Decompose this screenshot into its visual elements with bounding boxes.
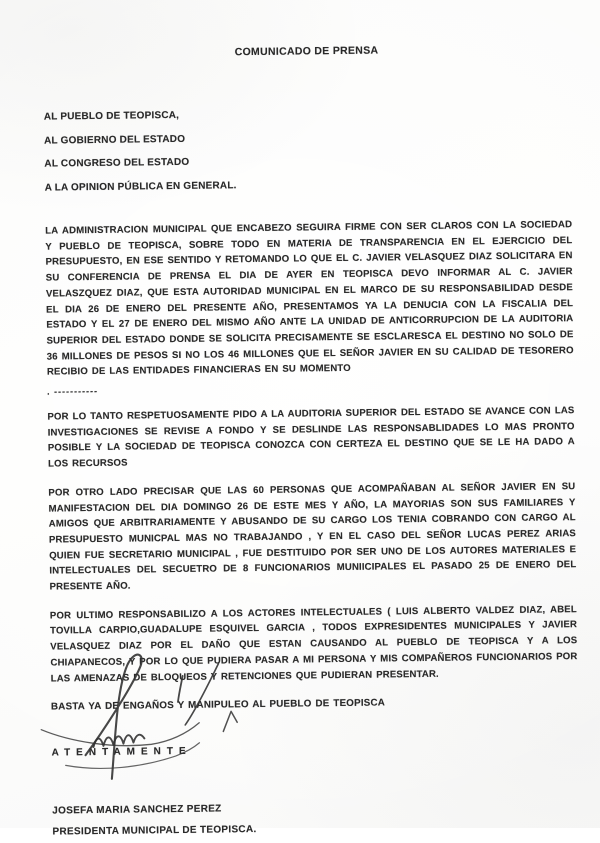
salutation-atentamente: ATENTAMENTE — [51, 741, 578, 758]
paragraph-auditoria: POR LO TANTO RESPETUOSAMENTE PIDO A LA AUDITORIA SUPERIOR DEL ESTADO SE AVANCE CON LAS INVESTIGACIONES SE REVISE A FONDO Y SE DESLINDE LAS RESPONSABLIDADES LO MAS PRONTO POSIBLE Y LA SOCIEDAD DE TEOPISCA CONOZCA CON CERTEZA EL DESTINO QUE SE LE HA DADO A LOS RECURSOS — [47, 403, 575, 472]
paragraph-administracion: LA ADMINISTRACION MUNICIPAL QUE ENCABEZO SEGUIRA FIRME CON SER CLAROS CON LA SOCIEDAD Y PUEBLO DE TEOPISCA, SOBRE TODO EN MATERIA DE TRANSPARENCIA EN EL EJERCICIO DEL PRESUPUESTO, EN ESE SENTIDO Y RETOMANDO LO QUE EL C. JAVIER VELASQUEZ DIAZ SOLICITARA EN SU CONFERENCIA DE PRENSA EL DIA DE AYER EN TEOPISCA DEVO INFORMAR AL C. JAVIER VELASZQUEZ DIAZ, QUE ESTA AUTORIDAD MUNICIPAL EN EL MARCO DE SU RESPONSABILIDAD DESDE EL DIA 26 DE ENERO DEL PRESENTE AÑO, PRESENTAMOS YA LA DENUCIA CON LA FISCALIA DEL ESTADO Y EL 27 DE ENERO DEL MISMO AÑO ANTE LA UNIDAD DE ANTICORRUPCION DE LA AUDITORIA SUPERIOR DEL ESTADO DONDE SE SOLICITA PRECISAMENTE SE ESCLARESCA EL DESTINO NO SOLO DE 36 MILLONES DE PESOS SI NO LOS 46 MILLONES QUE EL SEÑOR JAVIER EN SU CALIDAD DE TESORERO RECIBIO DE LAS ENTIDADES FINANCIERAS EN SU MOMENTO — [45, 217, 574, 380]
paragraph-responsabilizo: POR ULTIMO RESPONSABILIZO A LOS ACTORES INTELECTUALES ( LUIS ALBERTO VALDEZ DIAZ, ABEL TOVILLA CARPIO,GUADALUPE ESQUIVEL GARCIA , TODOS EXPRESIDENTES MUNICIPALES Y JAVIER VELASQUEZ DIAZ POR EL DAÑO QUE ESTAN CAUSANDO AL PUEBLO DE TEOPISCA Y A LOS CHIAPANECOS, Y POR LO QUE PUDIERA PASAR A MI PERSONA Y MIS COMPAÑEROS FUNCIONARIOS POR LAS AMENAZAS DE BLOQUEOS Y RETENCIONES QUE PUDIERAN PRESENTAR. — [50, 602, 578, 687]
closing-slogan: BASTA YA DE ENGAÑOS Y MANIPULEO AL PUEBLO DE TEOPISCA — [51, 693, 578, 715]
recipient-line-congreso: AL CONGRESO DEL ESTADO — [44, 146, 571, 176]
document-title: COMUNICADO DE PRENSA — [43, 42, 570, 60]
paragraph-manifestacion: POR OTRO LADO PRECISAR QUE LAS 60 PERSONAS QUE ACOMPAÑABAN AL SEÑOR JAVIER EN SU MANIFESTACION DEL DIA DOMINGO 26 DE ESTE MES Y AÑO, LA MAYORIAS SON SUS FAMILIARES Y AMIGOS QUE ARBITRARIAMENTE Y ABUSANDO DE SU CARGO LOS TENIA COBRANDO CON CARGO AL PRESUPUESTO MUNICPAL MAS NO TRABAJANDO , Y EN EL CASO DEL SEÑOR LUCAS PEREZ ARIAS QUIEN FUE SECRETARIO MUNICIPAL , FUE DESTITUIDO POR SER UNO DE LOS AUTORES MATERIALES E INTELECTUALES DEL SECUETRO DE 8 FUNCIONARIOS MUNIICIPALES EL PASADO 25 DE ENERO DEL PRESENTE AÑO. — [48, 479, 576, 595]
recipients-block — [44, 99, 572, 199]
recipient-line-opinion-publica: A LA OPINION PÚBLICA EN GENERAL. — [45, 170, 572, 200]
signer-title: PRESIDENTA MUNICIPAL DE TEOPISCA. — [52, 815, 579, 842]
recipient-line-pueblo: AL PUEBLO DE TEOPISCA, — [44, 99, 571, 129]
signature-block — [52, 794, 579, 842]
document-content — [42, 0, 579, 843]
recipient-line-gobierno: AL GOBIERNO DEL ESTADO — [44, 123, 571, 153]
dash-line: . ----------- — [47, 380, 574, 396]
signer-name: JOSEFA MARIA SANCHEZ PEREZ — [52, 794, 579, 821]
